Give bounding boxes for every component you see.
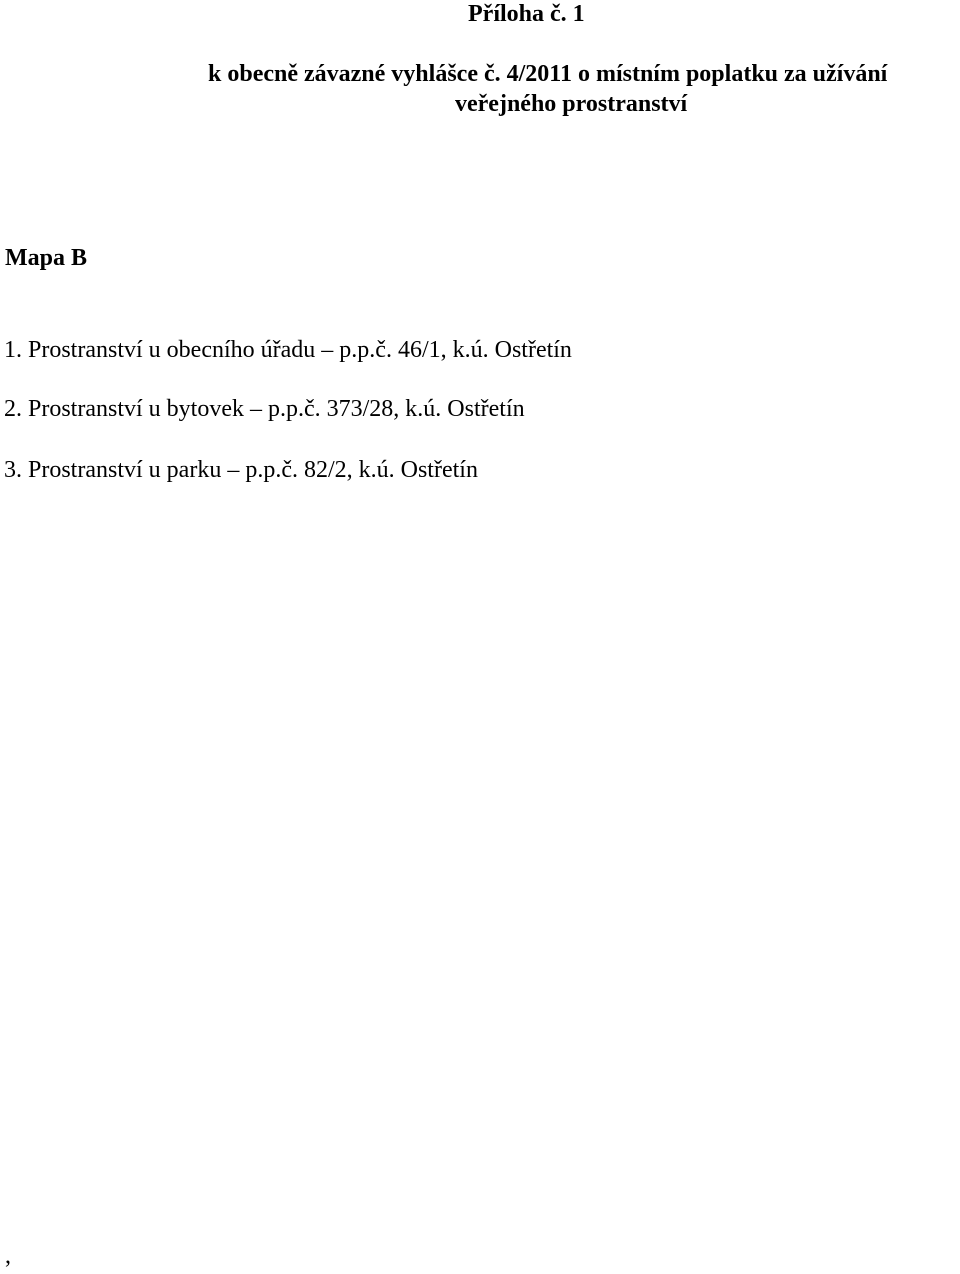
trailing-comma: , [5,1243,11,1269]
location-item-3: 3. Prostranství u parku – p.p.č. 82/2, k.ú. Ostřetín [4,457,478,483]
map-heading: Mapa B [5,245,88,271]
decree-title-line-1: k obecně závazné vyhlášce č. 4/2011 o místním poplatku za užívání [208,61,888,87]
location-item-1: 1. Prostranství u obecního úřadu – p.p.č. 46/1, k.ú. Ostřetín [4,337,572,363]
annex-label: Příloha č. 1 [468,1,585,27]
decree-title-line-2: veřejného prostranství [455,91,688,117]
location-item-2: 2. Prostranství u bytovek – p.p.č. 373/28, k.ú. Ostřetín [4,396,525,422]
